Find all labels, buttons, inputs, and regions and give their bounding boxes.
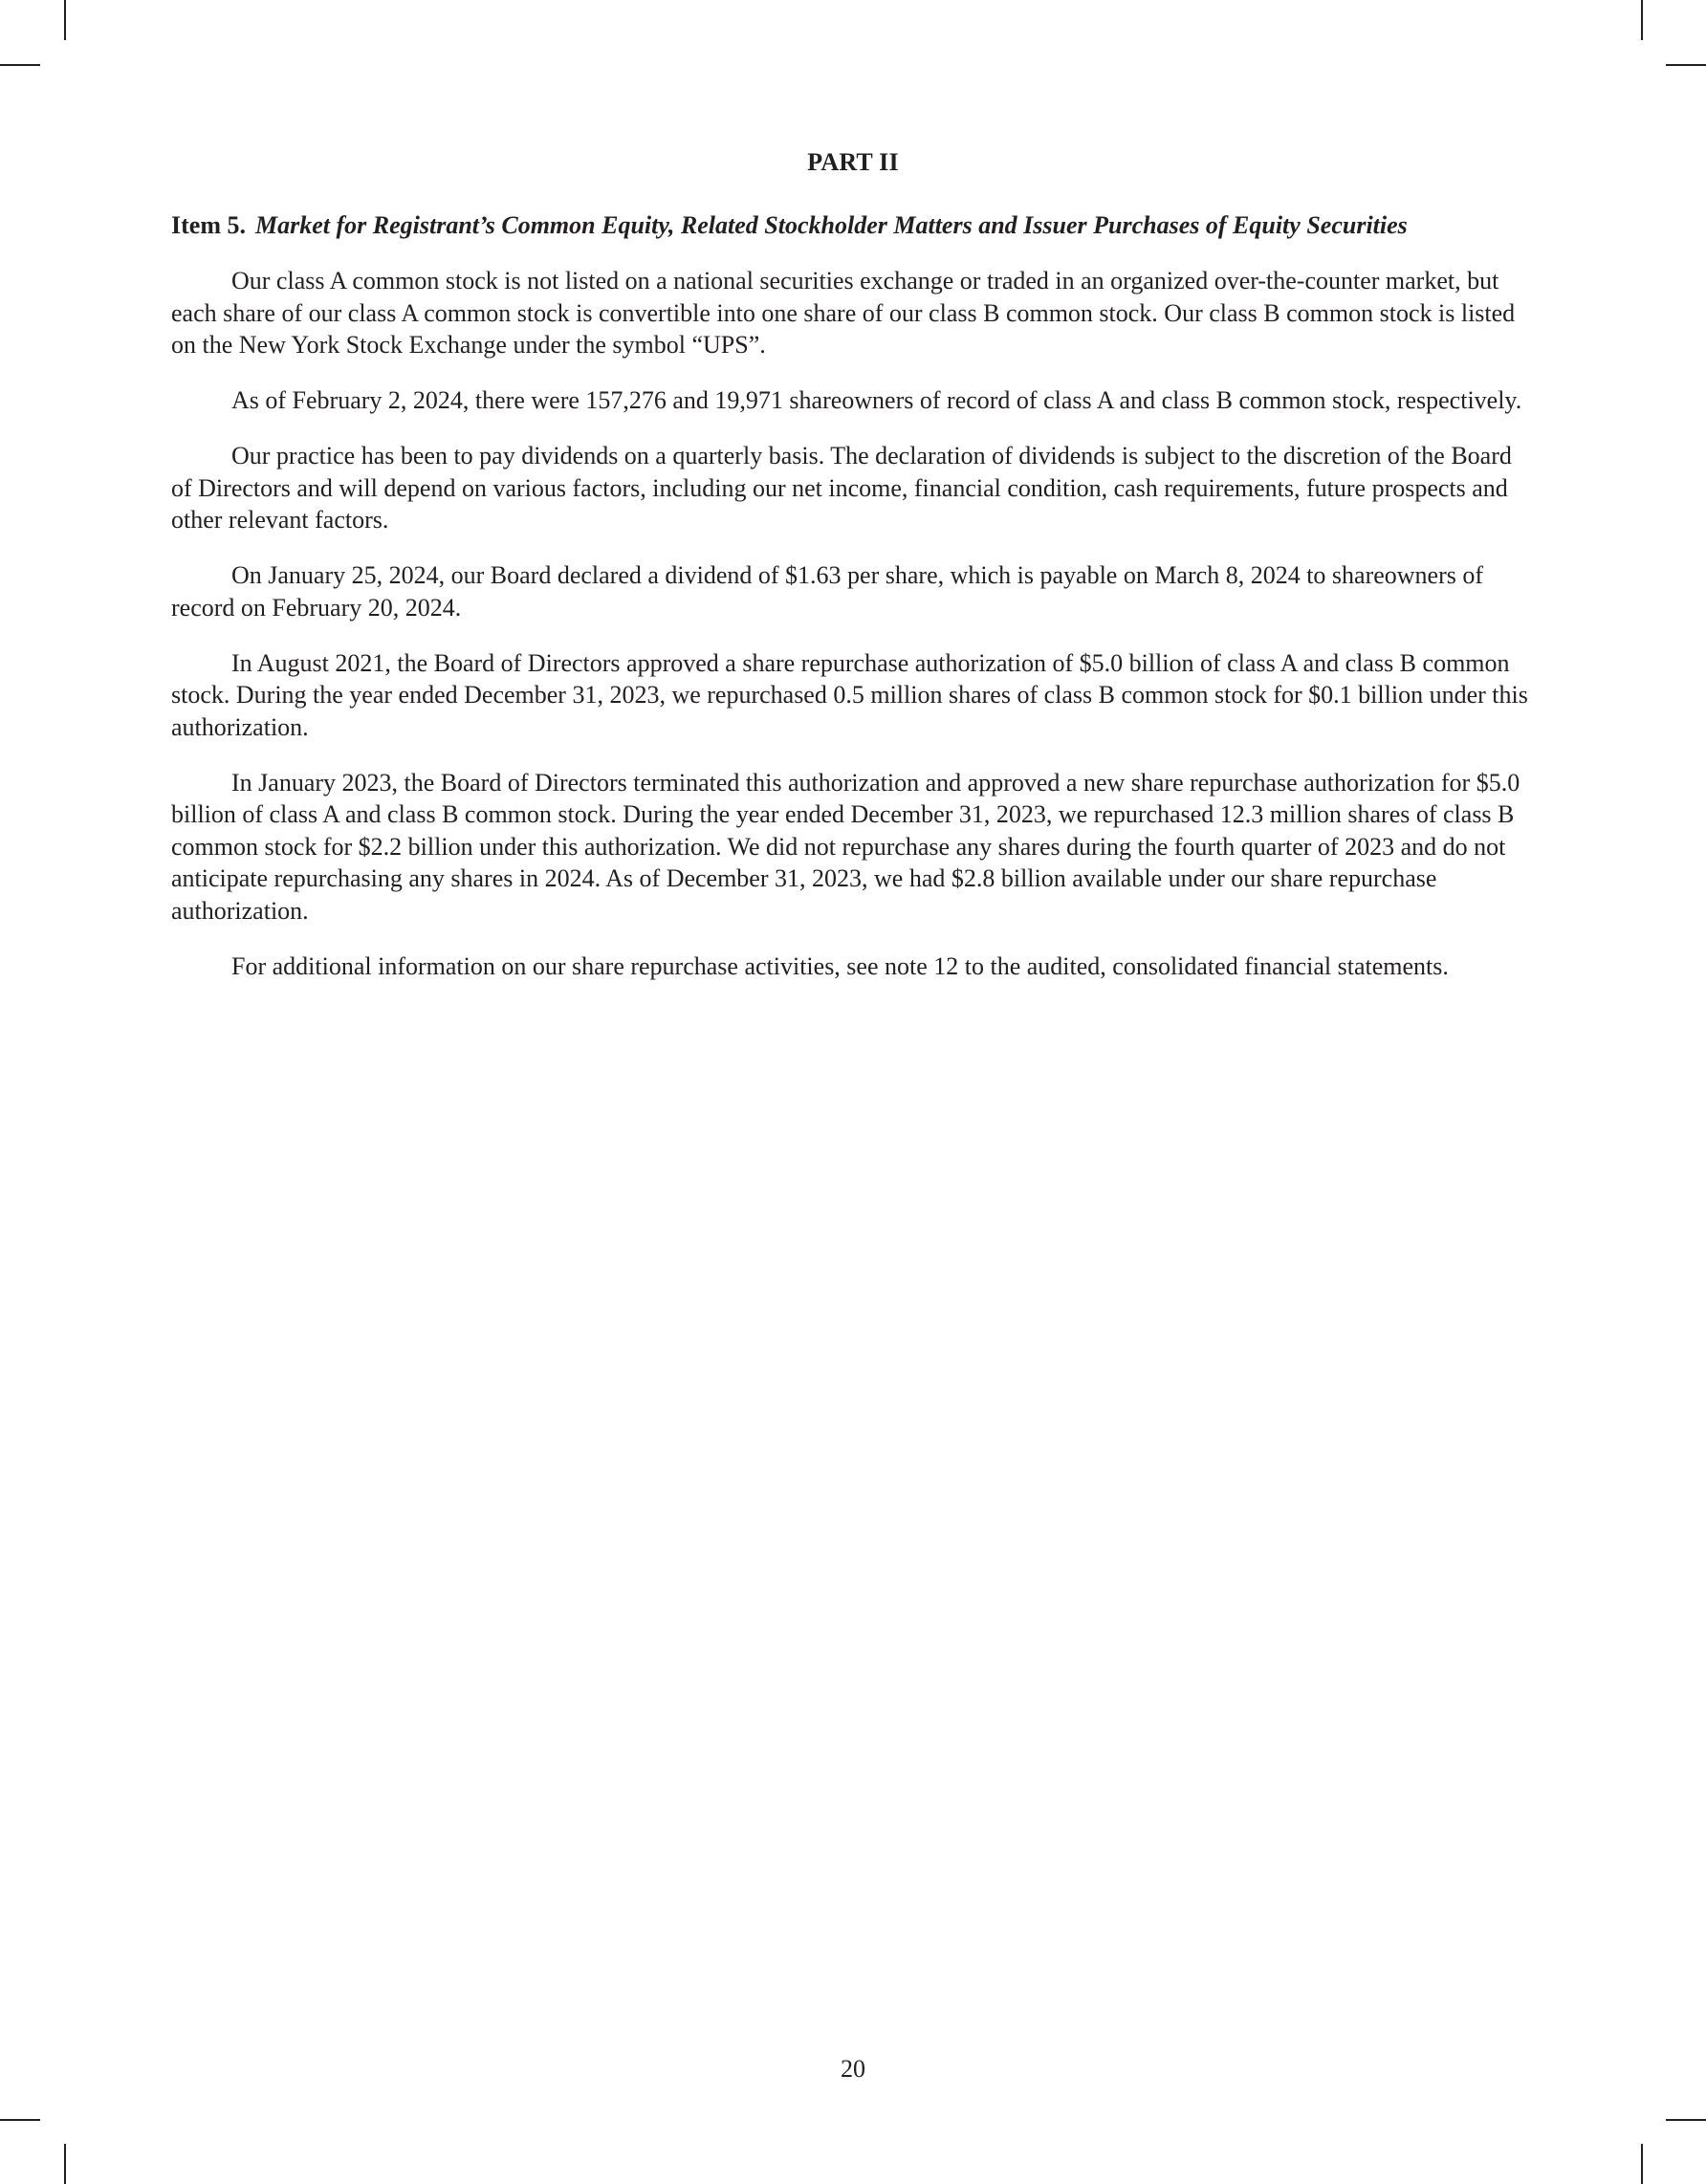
crop-mark-top-left-vertical [64,0,66,40]
paragraph-additional-info: For additional information on our share repurchase activities, see note 12 to the audited, consolidated financial statements. [231,951,1449,980]
paragraph-class-a-stock: Our class A common stock is not listed on a national securities exchange or traded in an organized over-the-counter market, but each share of our class A common stock is convertible into one share of our class B common stock. Our class B common stock is listed on the New York Stock Exchange under the symbol “UPS”. [171,267,1516,359]
crop-mark-bottom-left-vertical [64,2144,66,2184]
crop-mark-bottom-left-horizontal [0,2119,40,2121]
paragraph-shareowners-of-record: As of February 2, 2024, there were 157,276 and 19,971 shareowners of record of class A and class B common stock, respectively. [231,386,1522,414]
part-title: PART II [807,148,899,176]
item-heading [171,209,1548,242]
body-text [171,265,1533,1006]
page-number: 20 [841,2055,865,2083]
item-number: Item 5. [171,211,246,239]
paragraph-2023-authorization: In January 2023, the Board of Directors terminated this authorization and approved a new share repurchase authorization for $5.0 billion of class A and class B common stock. During the year ended December 31, 2023, we repurchased 12.3 million shares of class B common stock for $2.2 billion under this authorization. We did not repurchase any shares during the fourth quarter of 2023 and do not anticipate repurchasing any shares in 2024. As of December 31, 2023, we had $2.8 billion available under our share repurchase authorization. [171,768,1520,925]
item-title: Market for Registrant’s Common Equity, Related Stockholder Matters and Issuer Purchases of Equity Securities [254,211,1408,239]
crop-mark-top-right-vertical [1641,0,1643,40]
crop-mark-top-right-horizontal [1666,64,1706,66]
paragraph-dividend-declared: On January 25, 2024, our Board declared a dividend of $1.63 per share, which is payable on March 8, 2024 to shareowners of record on February 20, 2024. [171,561,1484,622]
crop-mark-top-left-horizontal [0,64,40,66]
crop-mark-bottom-right-vertical [1641,2144,1643,2184]
crop-mark-bottom-right-horizontal [1666,2119,1706,2121]
paragraph-2021-authorization: In August 2021, the Board of Directors approved a share repurchase authorization of $5.0 billion of class A and class B common stock. During the year ended December 31, 2023, we repurchased 0.5 million shares of class B common stock for $0.1 billion under this authorization. [171,648,1528,741]
paragraph-dividend-practice: Our practice has been to pay dividends on a quarterly basis. The declaration of dividends is subject to the discretion of the Board of Directors and will depend on various factors, including our net income, financial condition, cash requirements, future prospects and other relevant factors. [171,442,1512,534]
